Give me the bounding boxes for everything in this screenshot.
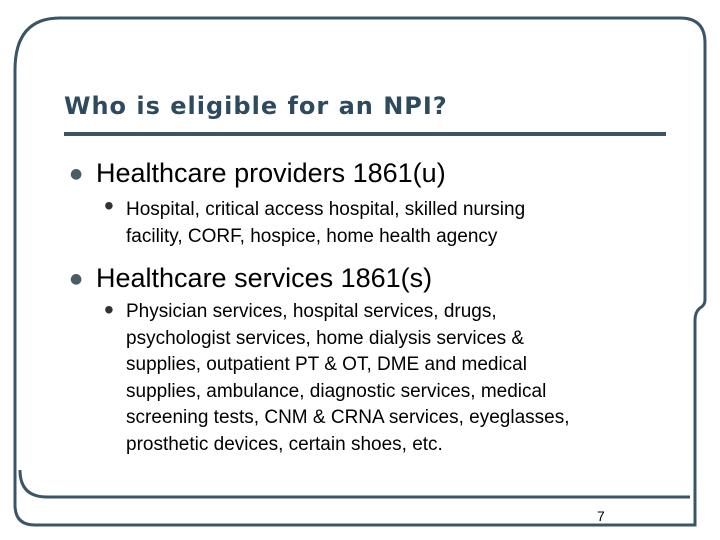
sub-bullet-line: psychologist services, home dialysis services & [126, 327, 525, 349]
sub-bullet-line: screening tests, CNM & CRNA services, eyeglasses, [126, 407, 570, 428]
bullet-heading-2: Healthcare services 1861(s) [96, 263, 433, 293]
page-number: 7 [597, 508, 605, 524]
slide-title: Who is eligible for an NPI? [64, 92, 448, 120]
sub-bullet-line: supplies, ambulance, diagnostic services, medical [126, 380, 547, 402]
title-divider [64, 132, 666, 136]
sub-bullet-text-2 [126, 299, 570, 458]
sub-bullet-line: Hospital, critical access hospital, skilled nursing [126, 199, 526, 220]
sub-bullet-line: prosthetic devices, certain shoes, etc. [126, 433, 443, 455]
sub-bullet-line: Physician services, hospital services, drugs, [126, 301, 497, 322]
sub-bullet-line: facility, CORF, hospice, home health agency [126, 225, 498, 247]
sub-bullet-text-1 [126, 197, 525, 250]
sub-bullet-marker-2: • [104, 294, 114, 325]
bullet-marker-2: ● [70, 271, 83, 287]
bullet-heading-1: Healthcare providers 1861(u) [96, 158, 446, 188]
bullet-marker-1: ● [70, 166, 83, 182]
sub-bullet-marker-1: • [104, 190, 114, 221]
sub-bullet-line: supplies, outpatient PT & OT, DME and medical [126, 354, 527, 375]
